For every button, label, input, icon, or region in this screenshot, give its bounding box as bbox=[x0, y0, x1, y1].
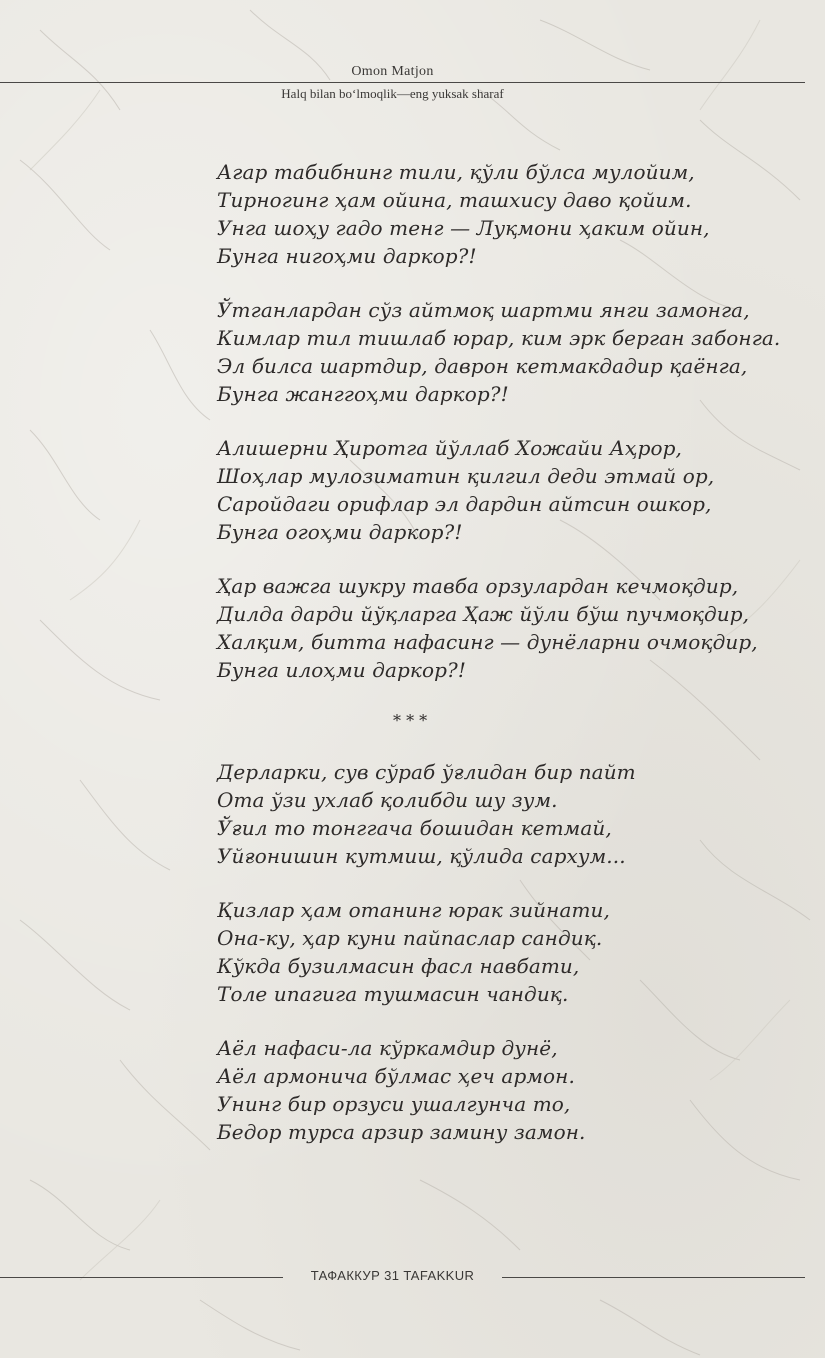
poem-line: Қизлар ҳам отанинг юрак зийнати, bbox=[217, 898, 610, 922]
poem-line: Унинг бир орзуси ушалгунча то, bbox=[217, 1092, 571, 1116]
header-rule bbox=[0, 82, 805, 83]
header-subtitle: Halq bilan bo‘lmoqlik—eng yuksak sharaf bbox=[281, 86, 504, 101]
poem-line: Ҳар важга шукру тавба орзулардан кечмоқдир, bbox=[217, 574, 739, 598]
poem-line: Бедор турса арзир замину замон. bbox=[217, 1120, 586, 1144]
poem-body bbox=[217, 158, 817, 1172]
poem-line: Аёл армонича бўлмас ҳеч армон. bbox=[217, 1064, 575, 1088]
poem-line: Тирногинг ҳам ойина, ташхису даво қойим. bbox=[217, 188, 692, 212]
page-header bbox=[0, 60, 825, 110]
poem-line: Шоҳлар мулозиматин қилгил деди этмай ор, bbox=[217, 464, 715, 488]
poem-line: Аёл нафаси-ла кўркамдир дунё, bbox=[217, 1036, 558, 1060]
page-footer bbox=[0, 1268, 825, 1288]
poem-two-stanza-1 bbox=[217, 758, 817, 870]
poem-line: Алишерни Ҳиротга йўллаб Хожайи Аҳрор, bbox=[217, 436, 683, 460]
poem-one-stanza-1 bbox=[217, 158, 817, 270]
poem-two-stanza-3 bbox=[217, 1034, 817, 1146]
poem-line: Ўтганлардан сўз айтмоқ шартми янги замонга, bbox=[217, 298, 750, 322]
poem-separator: * * * bbox=[393, 711, 428, 730]
poem-line: Бунга огоҳми даркор?! bbox=[217, 520, 463, 544]
poem-line: Дилда дарди йўқларга Ҳаж йўли бўш пучмоқдир, bbox=[217, 602, 750, 626]
footer-rule-left bbox=[0, 1277, 283, 1278]
footer-rule-right bbox=[502, 1277, 805, 1278]
poem-line: Толе ипагига тушмасин чандиқ. bbox=[217, 982, 569, 1006]
poem-line: Халқим, битта нафасинг — дунёларни очмоқдир, bbox=[217, 630, 758, 654]
poem-line: Уйғонишин кутмиш, қўлида сархум... bbox=[217, 844, 626, 868]
poem-line: Бунга нигоҳми даркор?! bbox=[217, 244, 477, 268]
poem-line: Кўкда бузилмасин фасл навбати, bbox=[217, 954, 580, 978]
poem-line: Бунга жанггоҳми даркор?! bbox=[217, 382, 509, 406]
poem-one-stanza-4 bbox=[217, 572, 817, 684]
poem-line: Она-ку, ҳар куни пайпаслар сандиқ. bbox=[217, 926, 603, 950]
poem-one-stanza-3 bbox=[217, 434, 817, 546]
poem-line: Унга шоҳу гадо тенг — Луқмони ҳаким ойин, bbox=[217, 216, 710, 240]
poem-line: Эл билса шартдир, даврон кетмакдадир қаёнга, bbox=[217, 354, 748, 378]
poem-one-stanza-2 bbox=[217, 296, 817, 408]
poem-line: Ўғил то тонггача бошидан кетмай, bbox=[217, 816, 612, 840]
poem-line: Бунга илоҳми даркор?! bbox=[217, 658, 466, 682]
poem-line: Дерларки, сув сўраб ўғлидан бир пайт bbox=[217, 760, 636, 784]
footer-page-label: ТАФАККУР 31 TAFAKKUR bbox=[310, 1268, 475, 1283]
poem-line: Агар табибнинг тили, қўли бўлса мулойим, bbox=[217, 160, 695, 184]
header-author: Omon Matjon bbox=[351, 64, 434, 79]
poem-line: Кимлар тил тишлаб юрар, ким эрк берган забонга. bbox=[217, 326, 781, 350]
poem-line: Саройдаги орифлар эл дардин айтсин ошкор, bbox=[217, 492, 712, 516]
poem-line: Ота ўзи ухлаб қолибди шу зум. bbox=[217, 788, 558, 812]
poem-two-stanza-2 bbox=[217, 896, 817, 1008]
